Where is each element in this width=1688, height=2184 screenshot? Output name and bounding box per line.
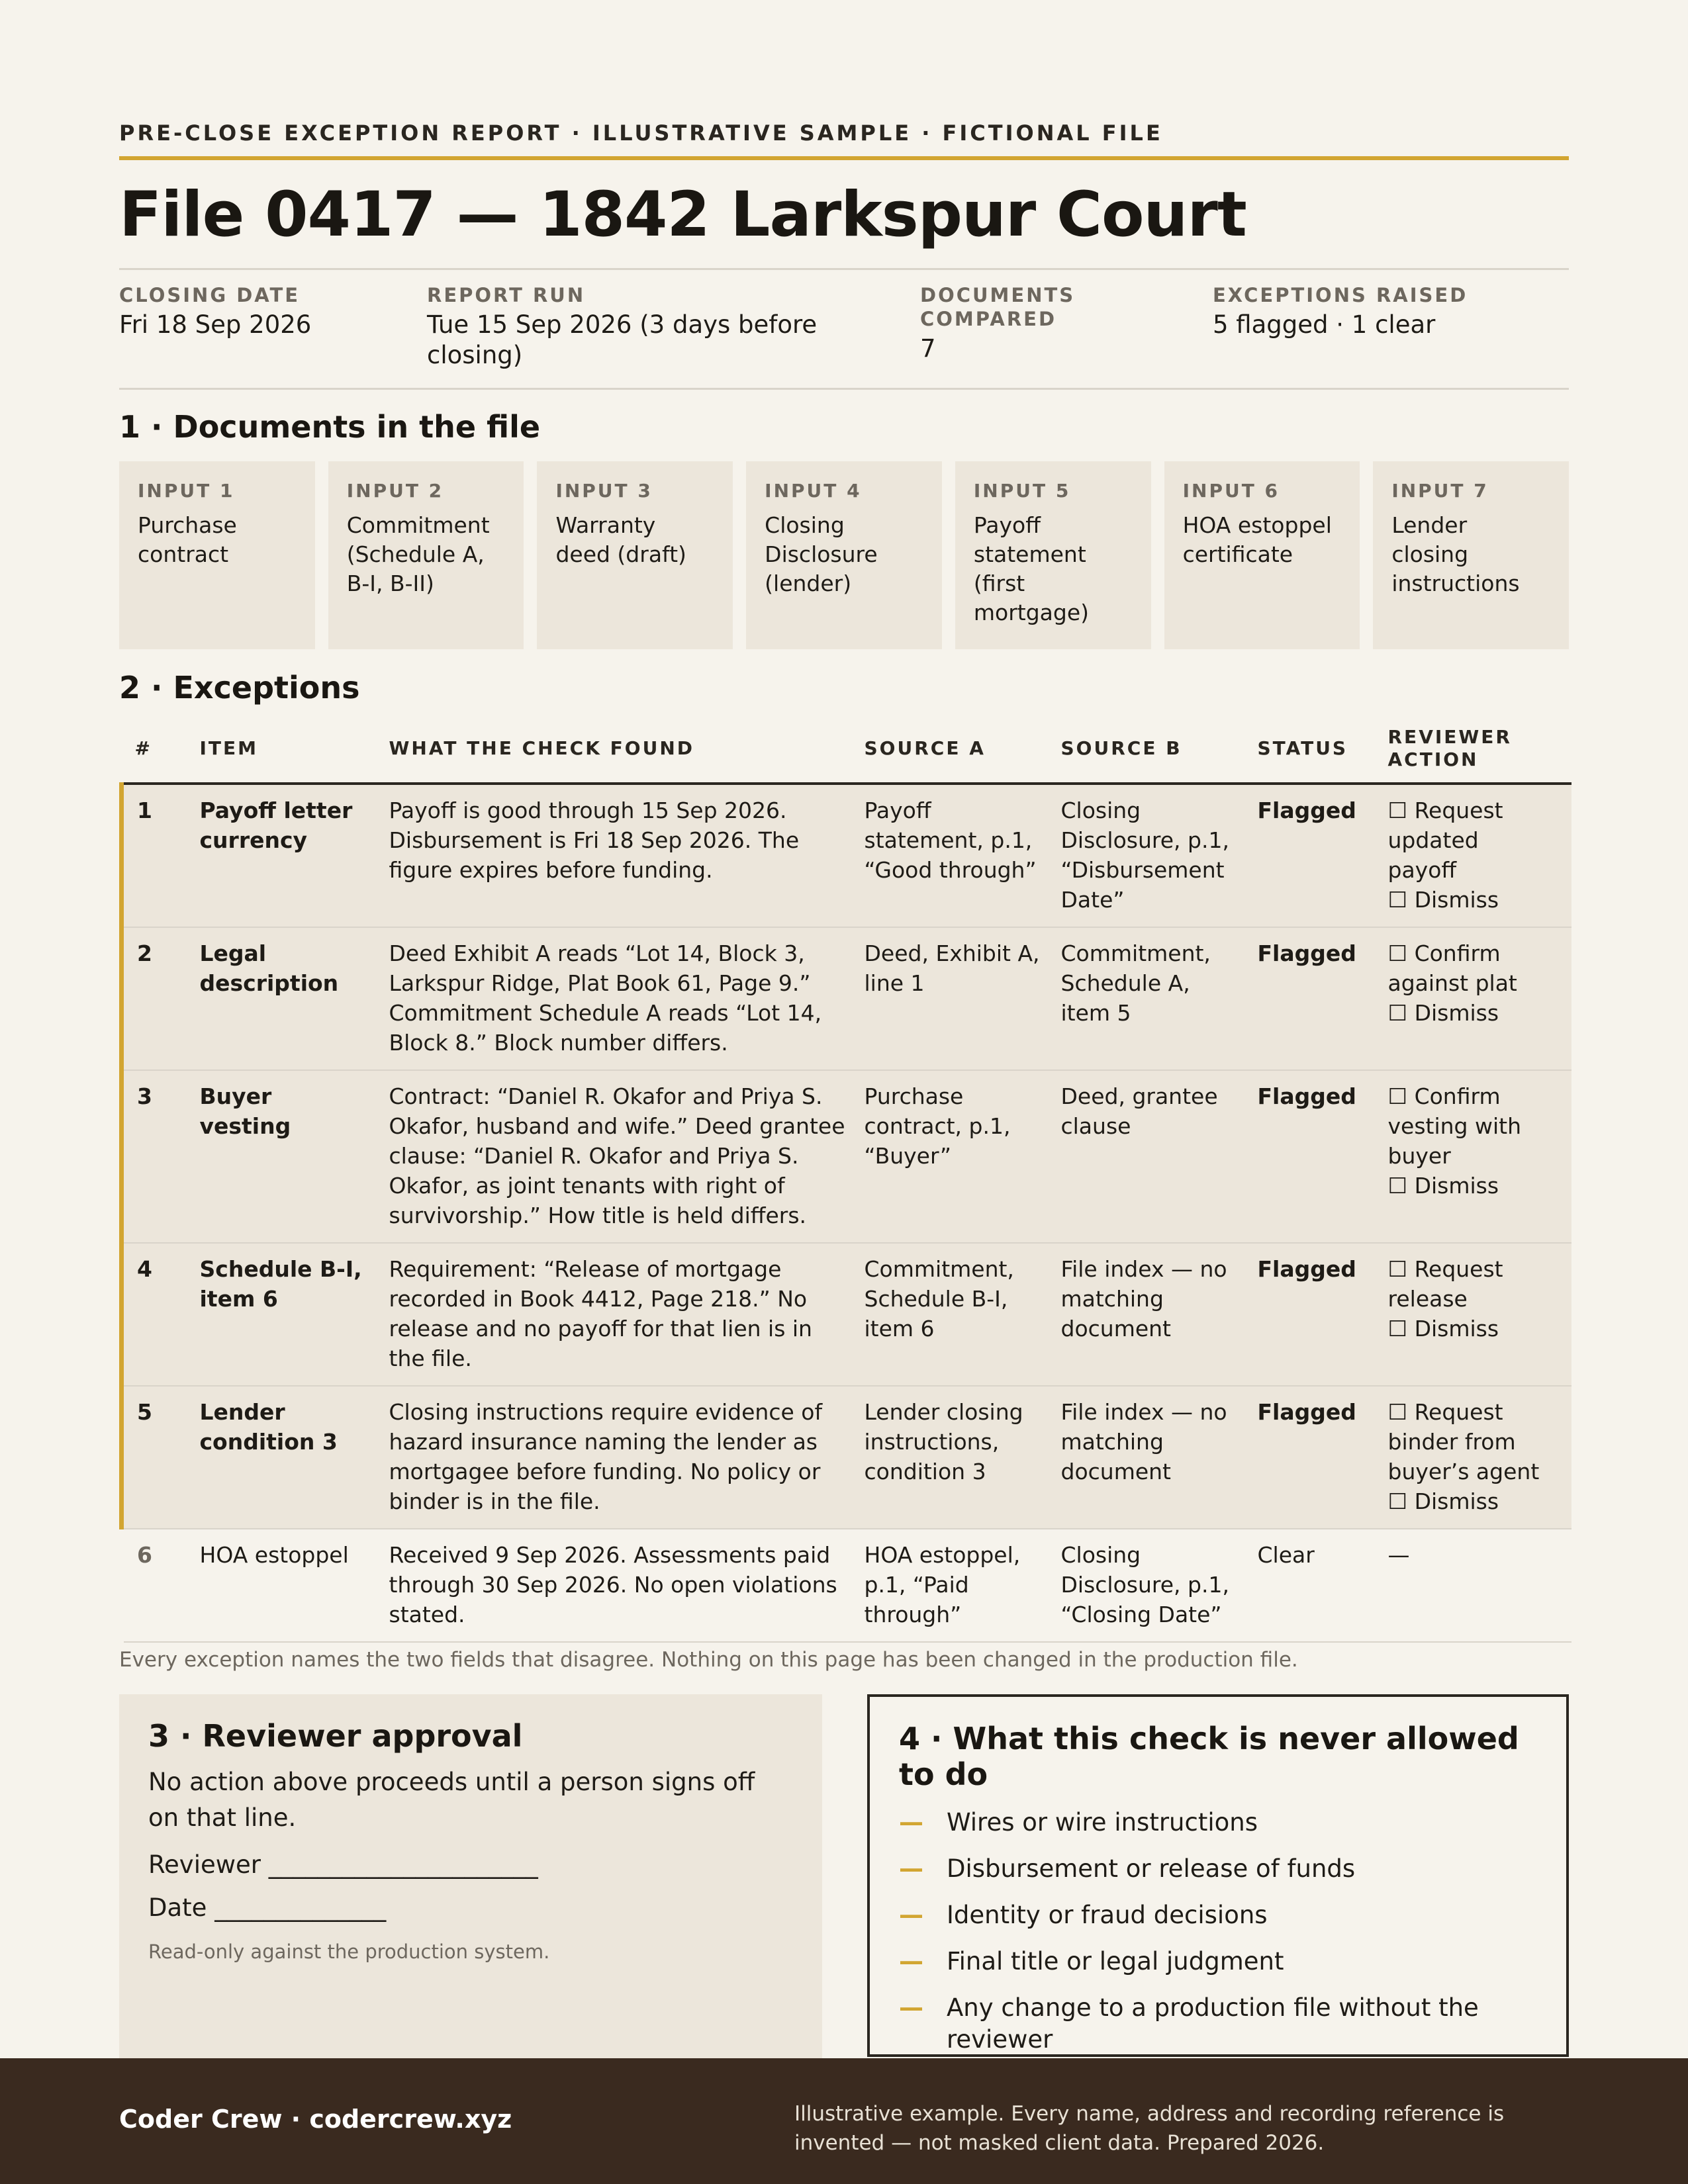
date-field[interactable]: Date ______________ (148, 1893, 387, 1922)
approval-note: Read-only against the production system. (148, 1940, 550, 1963)
document-card (119, 461, 315, 649)
dash-icon: — (899, 1808, 923, 1837)
row-source-b: Closing Disclosure, p.1, “Closing Date” (1061, 1529, 1258, 1642)
status-badge: Clear (1258, 1529, 1388, 1642)
dash-icon: — (899, 1947, 923, 1976)
row-source-a: Lender closing instructions, condition 3 (865, 1386, 1061, 1529)
table-row (122, 927, 1571, 1070)
row-item: Schedule B-I, item 6 (200, 1243, 389, 1386)
row-source-b: Commitment, Schedule A, item 5 (1061, 927, 1258, 1070)
column-header: REVIEWER ACTION (1388, 715, 1571, 784)
meta-documents-compared (920, 283, 1099, 364)
action-checkbox-request-payoff[interactable]: ☐ Request updated payoff (1387, 797, 1503, 883)
meta-value: Tue 15 Sep 2026 (3 days before closing) (427, 310, 818, 369)
table-row (122, 784, 1571, 927)
reviewer-approval-panel (119, 1694, 822, 2058)
table-footnote: Every exception names the two fields that disagree. Nothing on this page has been changed in the production file. (119, 1648, 1298, 1672)
document-card (746, 461, 942, 649)
reviewer-actions (1388, 1529, 1571, 1642)
column-header: WHAT THE CHECK FOUND (389, 715, 865, 784)
column-header: # (122, 715, 200, 784)
reviewer-actions (1388, 784, 1571, 927)
row-finding: Contract: “Daniel R. Okafor and Priya S. Okafor, husband and wife.” Deed grantee clause: “Daniel R. Okafor and Priya S. Okafor, as joint tenants with right of survivorship.” How title is held differs. (389, 1070, 865, 1243)
row-source-a: Commitment, Schedule B-I, item 6 (865, 1243, 1061, 1386)
row-finding: Payoff is good through 15 Sep 2026. Disbursement is Fri 18 Sep 2026. The figure expires before funding. (389, 784, 865, 927)
approval-heading: 3 · Reviewer approval (148, 1718, 523, 1754)
documents-list (119, 461, 1569, 649)
action-checkbox-request-binder[interactable]: ☐ Request binder from buyer’s agent (1387, 1399, 1540, 1484)
list-item-text: Final title or legal judgment (947, 1947, 1284, 1976)
reviewer-actions (1388, 927, 1571, 1070)
status-badge: Flagged (1258, 784, 1388, 927)
status-badge: Flagged (1258, 927, 1388, 1070)
row-finding: Received 9 Sep 2026. Assessments paid through 30 Sep 2026. No open violations stated. (389, 1529, 865, 1642)
row-source-a: Payoff statement, p.1, “Good through” (865, 784, 1061, 927)
document-name: Lender closing instructions (1391, 512, 1520, 596)
document-card (328, 461, 524, 649)
action-checkbox-request-release[interactable]: ☐ Request release (1387, 1256, 1503, 1312)
row-item: Legal description (200, 927, 389, 1070)
row-source-b: File index — no matching document (1061, 1243, 1258, 1386)
document-input-label: INPUT 5 (973, 480, 1071, 502)
row-source-a: HOA estoppel, p.1, “Paid through” (865, 1529, 1061, 1642)
reviewer-signature-field[interactable]: Reviewer ______________________ (148, 1850, 538, 1879)
action-checkbox-dismiss[interactable]: ☐ Dismiss (1387, 1316, 1499, 1342)
document-name: Commitment (Schedule A, B-I, B-II) (346, 512, 490, 596)
list-item (899, 1853, 1537, 1885)
list-item-text: Disbursement or release of funds (947, 1854, 1356, 1883)
column-header: SOURCE A (865, 715, 1061, 784)
column-header: SOURCE B (1061, 715, 1258, 784)
list-item-text: Wires or wire instructions (947, 1808, 1258, 1837)
action-checkbox-confirm-vesting[interactable]: ☐ Confirm vesting with buyer (1387, 1083, 1521, 1169)
reviewer-actions (1388, 1070, 1571, 1243)
table-row (122, 1529, 1571, 1642)
status-badge: Flagged (1258, 1243, 1388, 1386)
footer-note: Illustrative example. Every name, address and recording reference is invented — not masked client data. Prepared 2026. (794, 2102, 1505, 2155)
row-source-a: Deed, Exhibit A, line 1 (865, 927, 1061, 1070)
no-action-dash: — (1387, 1542, 1410, 1568)
row-finding: Requirement: “Release of mortgage recorded in Book 4412, Page 218.” No release and no payoff for that lien is in the file. (389, 1243, 865, 1386)
document-input-label: INPUT 7 (1391, 480, 1489, 502)
divider (119, 388, 1569, 390)
meta-report-run (427, 283, 851, 371)
document-card (955, 461, 1151, 649)
documents-heading: 1 · Documents in the file (119, 409, 541, 445)
list-item (899, 1992, 1537, 2056)
reviewer-actions (1388, 1243, 1571, 1386)
meta-value: 5 flagged · 1 clear (1213, 310, 1436, 339)
table-row (122, 1070, 1571, 1243)
document-card (537, 461, 733, 649)
row-number: 1 (122, 784, 200, 927)
action-checkbox-confirm-plat[interactable]: ☐ Confirm against plat (1387, 940, 1517, 996)
row-number: 5 (122, 1386, 200, 1529)
meta-exceptions-raised (1213, 283, 1569, 340)
action-checkbox-dismiss[interactable]: ☐ Dismiss (1387, 887, 1499, 913)
row-source-b: File index — no matching document (1061, 1386, 1258, 1529)
table-header-row (122, 715, 1571, 784)
status-badge: Flagged (1258, 1386, 1388, 1529)
approval-text: No action above proceeds until a person signs off on that line. (148, 1768, 755, 1832)
column-header: ITEM (200, 715, 389, 784)
document-input-label: INPUT 2 (346, 480, 444, 502)
document-card (1373, 461, 1569, 649)
never-heading: 4 · What this check is never allowed to do (899, 1721, 1519, 1792)
row-number: 6 (122, 1529, 200, 1642)
never-allowed-panel (867, 1694, 1569, 2057)
row-item: HOA estoppel (200, 1529, 389, 1642)
action-checkbox-dismiss[interactable]: ☐ Dismiss (1387, 1000, 1499, 1026)
table-row (122, 1386, 1571, 1529)
divider (119, 268, 1569, 270)
meta-label: REPORT RUN (427, 284, 586, 306)
list-item (899, 1899, 1537, 1931)
list-item (899, 1807, 1537, 1839)
document-name: Closing Disclosure (lender) (765, 512, 878, 596)
meta-closing-date (119, 283, 410, 340)
row-item: Payoff letter currency (200, 784, 389, 927)
footer-brand-link[interactable]: Coder Crew · codercrew.xyz (119, 2105, 512, 2134)
row-finding: Deed Exhibit A reads “Lot 14, Block 3, Larkspur Ridge, Plat Book 61, Page 9.” Commitment Schedule A reads “Lot 14, Block 8.” Block number differs. (389, 927, 865, 1070)
dash-icon: — (899, 1993, 923, 2022)
meta-value: Fri 18 Sep 2026 (119, 310, 312, 339)
document-name: Purchase contract (138, 512, 237, 567)
dash-icon: — (899, 1901, 923, 1929)
document-input-label: INPUT 1 (138, 480, 235, 502)
document-card (1164, 461, 1360, 649)
reviewer-actions (1388, 1386, 1571, 1529)
status-badge: Flagged (1258, 1070, 1388, 1243)
row-number: 2 (122, 927, 200, 1070)
report-kicker: PRE-CLOSE EXCEPTION REPORT · ILLUSTRATIVE SAMPLE · FICTIONAL FILE (119, 120, 1163, 146)
row-finding: Closing instructions require evidence of hazard insurance naming the lender as mortgagee before funding. No policy or binder is in the file. (389, 1386, 865, 1529)
column-header: STATUS (1258, 715, 1388, 784)
page-title: File 0417 — 1842 Larkspur Court (119, 179, 1246, 251)
meta-value: 7 (920, 334, 936, 363)
table-row (122, 1243, 1571, 1386)
document-input-label: INPUT 3 (555, 480, 653, 502)
exceptions-table (119, 715, 1571, 1643)
document-name: Warranty deed (draft) (555, 512, 686, 567)
exceptions-heading: 2 · Exceptions (119, 670, 360, 705)
row-item: Lender condition 3 (200, 1386, 389, 1529)
document-input-label: INPUT 6 (1182, 480, 1280, 502)
dash-icon: — (899, 1854, 923, 1883)
action-checkbox-dismiss[interactable]: ☐ Dismiss (1387, 1488, 1499, 1514)
meta-label: EXCEPTIONS RAISED (1213, 284, 1468, 306)
meta-label: DOCUMENTS COMPARED (920, 284, 1076, 330)
row-source-a: Purchase contract, p.1, “Buyer” (865, 1070, 1061, 1243)
row-item: Buyer vesting (200, 1070, 389, 1243)
meta-label: CLOSING DATE (119, 284, 301, 306)
accent-rule (119, 156, 1569, 160)
row-number: 3 (122, 1070, 200, 1243)
row-number: 4 (122, 1243, 200, 1386)
list-item-text: Identity or fraud decisions (947, 1901, 1268, 1929)
document-name: Payoff statement (first mortgage) (973, 512, 1090, 625)
document-input-label: INPUT 4 (765, 480, 862, 502)
page-footer (0, 2058, 1688, 2184)
list-item-text: Any change to a production file without the reviewer (947, 1993, 1479, 2054)
row-source-b: Deed, grantee clause (1061, 1070, 1258, 1243)
row-source-b: Closing Disclosure, p.1, “Disbursement Date” (1061, 784, 1258, 927)
document-name: HOA estoppel certificate (1182, 512, 1332, 567)
list-item (899, 1946, 1537, 1978)
never-list (899, 1807, 1537, 2056)
action-checkbox-dismiss[interactable]: ☐ Dismiss (1387, 1173, 1499, 1199)
